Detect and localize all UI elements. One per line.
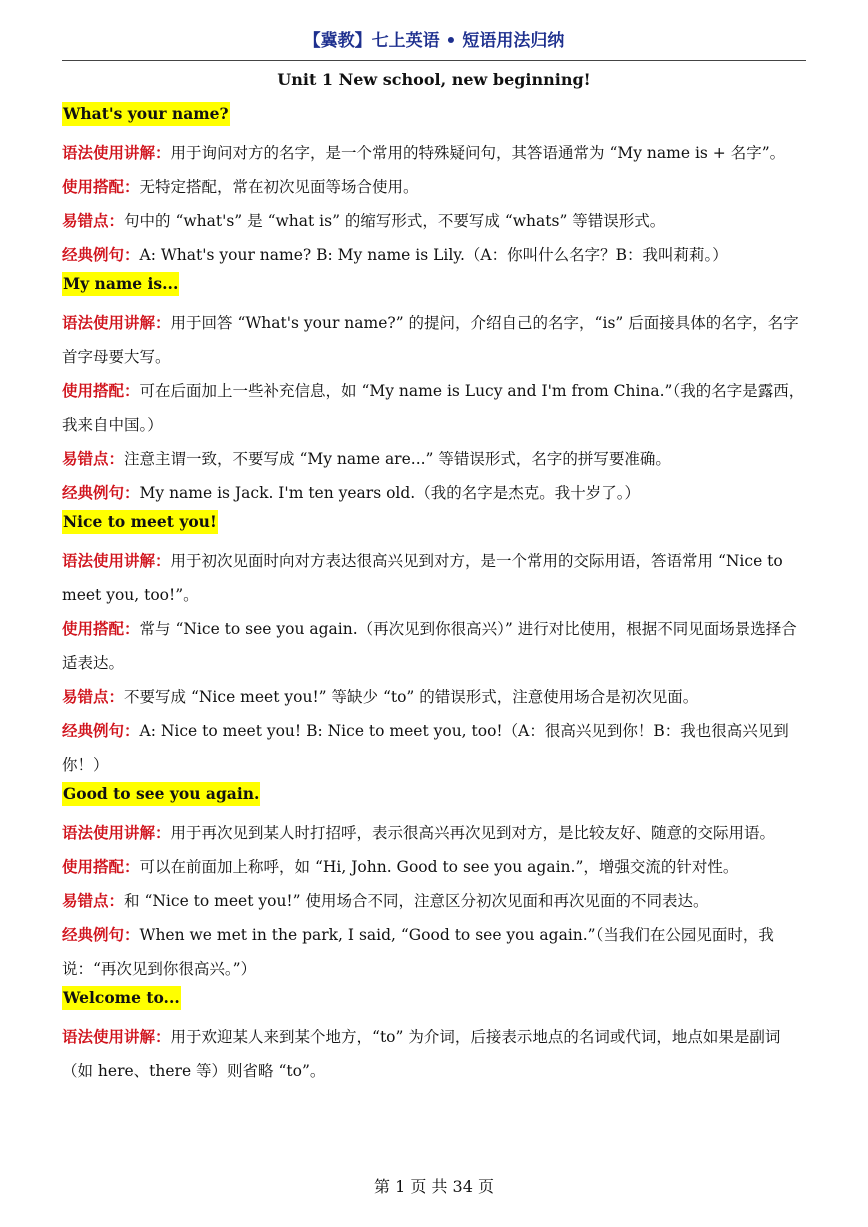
example-sentence-paragraph [62,918,806,986]
example-sentence-label: 经典例句： [62,721,140,740]
common-mistake-paragraph [62,204,806,238]
unit-title: Unit 1 New school, new beginning! [277,70,591,89]
grammar-explanation-text: 用于回答 “What's your name?” 的提问，介绍自己的名字，“is” 后面接具体的名字，名字首字母要大写。 [62,314,799,366]
common-mistake-text: 和 “Nice to meet you!” 使用场合不同，注意区分初次见面和再次见面的不同表达。 [124,892,709,910]
grammar-explanation-text: 用于欢迎某人来到某个地方，“to” 为介词，后接表示地点的名词或代词，地点如果是副词（如 here、there 等）则省略 “to”。 [62,1028,781,1080]
common-mistake-label: 易错点： [62,687,125,706]
collocation-paragraph [62,612,806,680]
example-sentence-text: My name is Jack. I'm ten years old.（我的名字是杰克。我十岁了。） [139,484,640,502]
phrase-heading: Welcome to... [62,986,181,1010]
document-body [62,68,806,1088]
common-mistake-label: 易错点： [62,891,125,910]
page-footer: 第 1 页 共 34 页 [374,1177,494,1196]
collocation-text: 可在后面加上一些补充信息，如 “My name is Lucy and I'm from China.”（我的名字是露西，我来自中国。） [62,382,805,434]
example-sentence-label: 经典例句： [62,245,140,264]
grammar-explanation-label: 语法使用讲解： [62,143,171,162]
collocation-label: 使用搭配： [62,381,140,400]
common-mistake-paragraph [62,884,806,918]
example-sentence-label: 经典例句： [62,925,140,944]
collocation-paragraph [62,374,806,442]
common-mistake-text: 不要写成 “Nice meet you!” 等缺少 “to” 的错误形式，注意使用场合是初次见面。 [124,688,699,706]
common-mistake-text: 注意主谓一致，不要写成 “My name are...” 等错误形式，名字的拼写要准确。 [124,450,671,468]
grammar-explanation-text: 用于询问对方的名字，是一个常用的特殊疑问句，其答语通常为 “My name is + 名字”。 [170,144,786,162]
collocation-text: 可以在前面加上称呼，如 “Hi, John. Good to see you again.”，增强交流的针对性。 [139,858,739,876]
grammar-explanation-paragraph [62,136,806,170]
grammar-explanation-paragraph [62,306,806,374]
collocation-label: 使用搭配： [62,857,140,876]
grammar-explanation-paragraph [62,816,806,850]
phrase-heading: My name is... [62,272,179,296]
phrase-heading: What's your name? [62,102,230,126]
grammar-explanation-label: 语法使用讲解： [62,1027,171,1046]
common-mistake-paragraph [62,680,806,714]
grammar-explanation-label: 语法使用讲解： [62,551,171,570]
common-mistake-text: 句中的 “what's” 是 “what is” 的缩写形式，不要写成 “whats” 等错误形式。 [124,212,666,230]
grammar-explanation-paragraph [62,544,806,612]
collocation-paragraph [62,170,806,204]
collocation-text: 常与 “Nice to see you again.（再次见到你很高兴）” 进行对比使用，根据不同见面场景选择合适表达。 [62,620,797,672]
example-sentence-paragraph [62,238,806,272]
grammar-explanation-label: 语法使用讲解： [62,823,171,842]
phrase-entry [62,510,806,782]
collocation-label: 使用搭配： [62,177,140,196]
example-sentence-paragraph [62,476,806,510]
common-mistake-label: 易错点： [62,449,125,468]
header-divider [62,60,806,61]
collocation-label: 使用搭配： [62,619,140,638]
phrase-entry [62,782,806,986]
grammar-explanation-text: 用于初次见面时向对方表达很高兴见到对方，是一个常用的交际用语，答语常用 “Nice to meet you, too!”。 [62,552,783,604]
common-mistake-paragraph [62,442,806,476]
grammar-explanation-paragraph [62,1020,806,1088]
phrase-heading: Nice to meet you! [62,510,218,534]
example-sentence-label: 经典例句： [62,483,140,502]
example-sentence-paragraph [62,714,806,782]
collocation-paragraph [62,850,806,884]
phrase-heading: Good to see you again. [62,782,260,806]
common-mistake-label: 易错点： [62,211,125,230]
example-sentence-text: When we met in the park, I said, “Good to see you again.”（当我们在公园见面时，我说：“再次见到你很高兴。”） [62,926,774,978]
grammar-explanation-label: 语法使用讲解： [62,313,171,332]
example-sentence-text: A: Nice to meet you! B: Nice to meet you, too!（A：很高兴见到你！B：我也很高兴见到你！） [62,722,789,774]
phrase-entry [62,102,806,272]
phrase-entry [62,986,806,1088]
example-sentence-text: A: What's your name? B: My name is Lily.（A：你叫什么名字？B：我叫莉莉。） [139,246,728,264]
phrase-entries [62,102,806,1088]
page-header: 【冀教】七上英语 • 短语用法归纳 [303,31,565,51]
phrase-entry [62,272,806,510]
grammar-explanation-text: 用于再次见到某人时打招呼，表示很高兴再次见到对方，是比较友好、随意的交际用语。 [170,824,776,842]
collocation-text: 无特定搭配，常在初次见面等场合使用。 [139,178,419,196]
